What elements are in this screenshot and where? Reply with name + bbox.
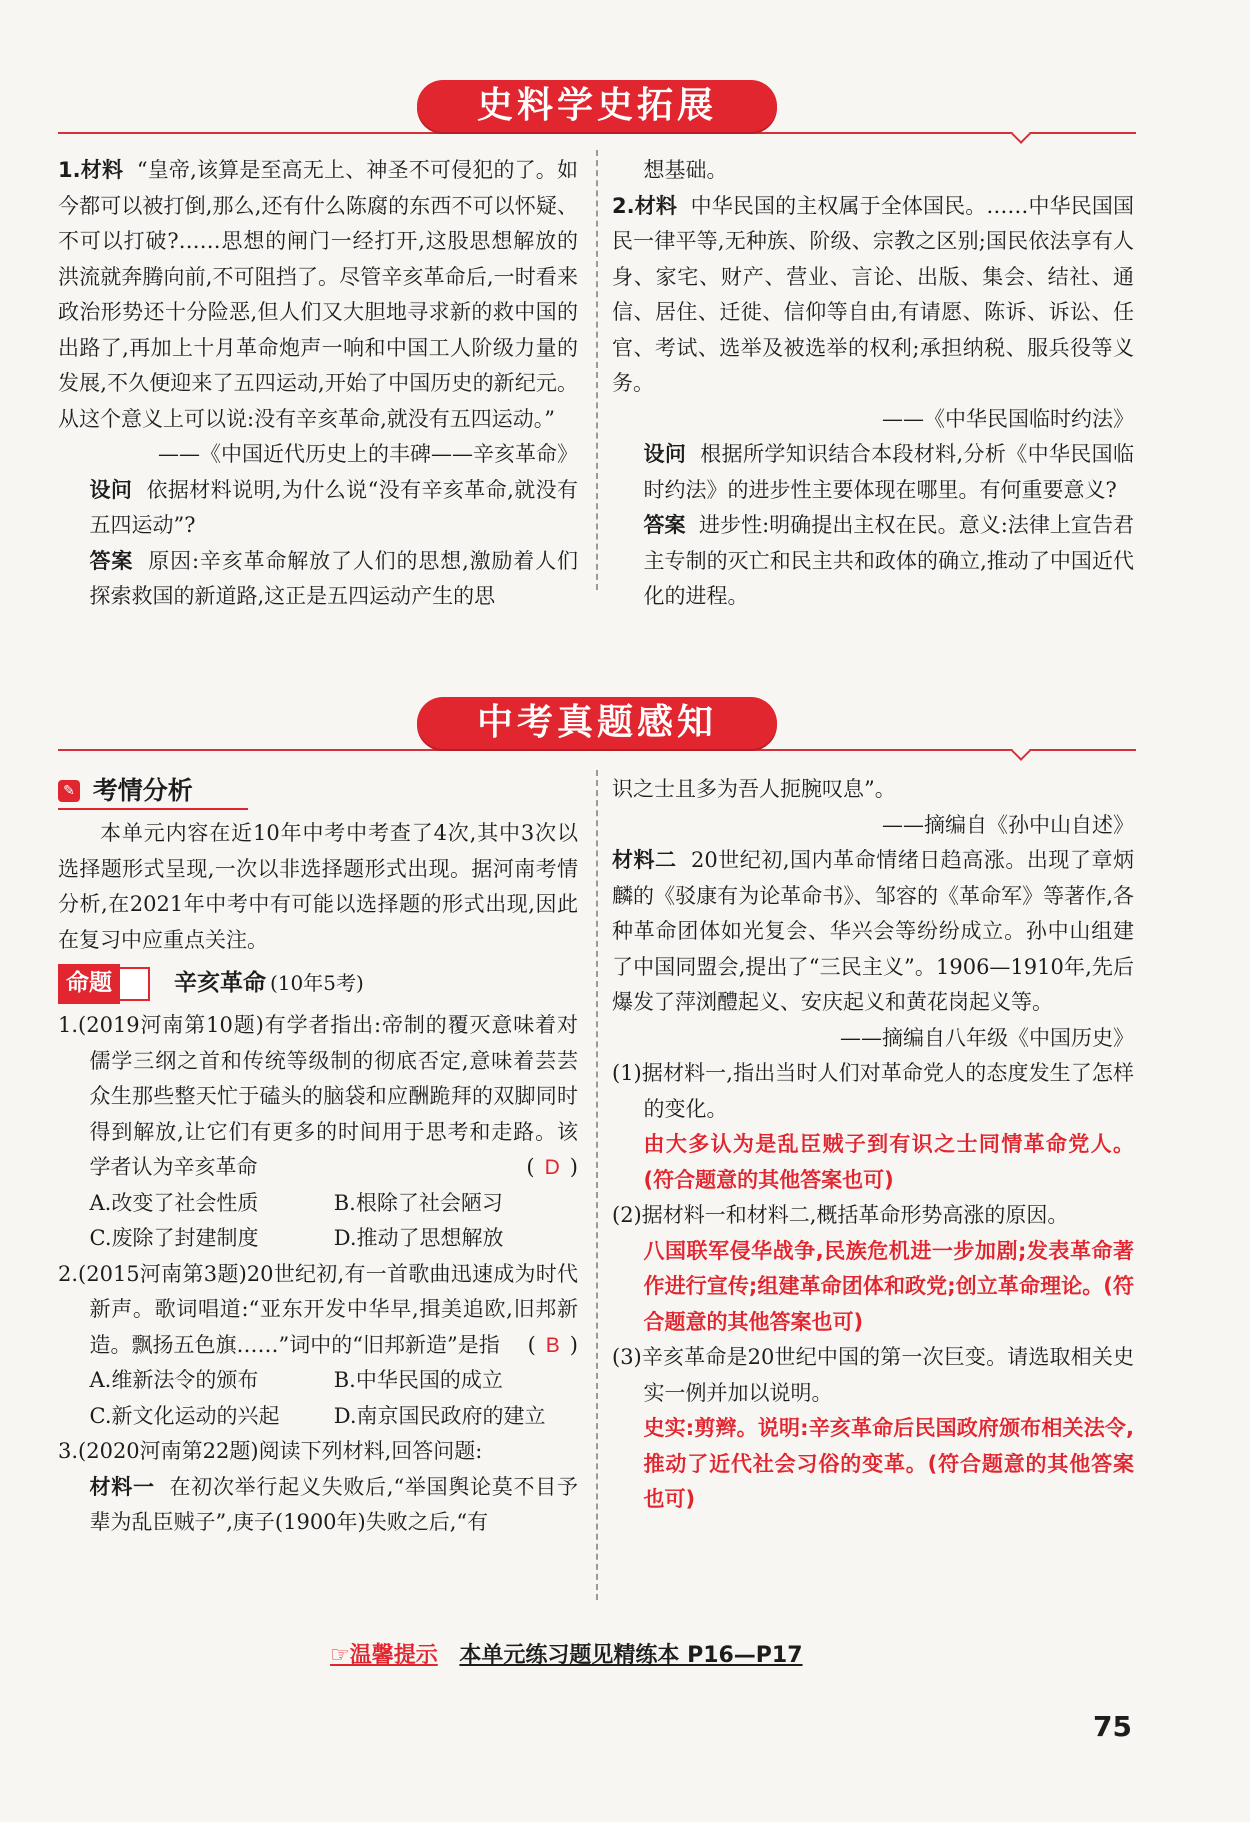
s1-q1-source: ——《中国近代历史上的丰碑——辛亥革命》 <box>158 442 578 466</box>
q3-material-2-source: ——摘编自八年级《中国历史》 <box>840 1025 1134 1050</box>
q3-sub3-question: (3)辛亥革命是20世纪中国的第一次巨变。请选取相关史实一例并加以说明。 <box>612 1345 1134 1405</box>
q3-material-1-source: ——摘编自《孙中山自述》 <box>882 812 1134 837</box>
banner-title: 中考真题感知 <box>417 697 777 749</box>
banner-rule <box>58 749 1136 751</box>
q3-sub3-answer: 史实:剪辫。说明:辛亥革命后民国政府颁布相关法令,推动了近代社会习俗的变革。(符合题意的其他答案也可) <box>643 1416 1134 1511</box>
topic-header: 命题 辛亥革命 (10年5考) <box>58 964 578 1004</box>
q2-options-row1: A.维新法令的颁布 B.中华民国的成立 <box>89 1368 503 1392</box>
section-banner-history <box>58 80 1136 142</box>
section-banner-exam <box>58 697 1136 759</box>
s1-q2-source: ——《中华民国临时约法》 <box>882 406 1134 431</box>
s1-q1-answer: 答案 原因:辛亥革命解放了人们的思想,激励着人们探索救国的新道路,这正是五四运动产生的思 <box>89 548 579 608</box>
q3-sub2-question: (2)据材料一和材料二,概括革命形势高涨的原因。 <box>612 1203 1069 1227</box>
q3-sub2-answer: 八国联军侵华战争,民族危机进一步加剧;发表革命著作进行宣传;组建革命团体和政党;创立革命理论。(符合题意的其他答案也可) <box>643 1238 1134 1334</box>
exam-q2: 2.(2015河南第3题)20世纪初,有一首歌曲迅速成为时代新声。歌词唱道:“亚东开发中华早,揖美追欧,旧邦新造。飘扬五色旗……”词中的“旧邦新造”是指 ( B ) <box>58 1257 578 1364</box>
topic-tag-box <box>120 967 150 1001</box>
q2-options-row2: C.新文化运动的兴起 D.南京国民政府的建立 <box>89 1403 546 1428</box>
warm-tip: ☞温馨提示 本单元练习题见精练本 P16—P17 <box>330 1643 803 1668</box>
s1-q1-ask: 设问 依据材料说明,为什么说“没有辛亥革命,就没有五四运动”? <box>89 477 578 537</box>
q1-answer-bracket: ( D ) <box>526 1155 578 1179</box>
exam-q3: 3.(2020河南第22题)阅读下列材料,回答问题: <box>58 1439 483 1463</box>
header-underline <box>58 808 248 810</box>
s2-right-column <box>612 772 1134 1518</box>
exam-q1: 1.(2019河南第10题)有学者指出:帝制的覆灭意味着对儒学三纲之首和传统等级制的彻底否定,意味着芸芸众生那些整天忙于磕头的脑袋和应酬跪拜的双脚同时得到解放,让它们有更多的时间用于思考和走路。该学者认为辛亥革命 ( D ) <box>58 1008 578 1186</box>
q2-answer-bracket: ( B ) <box>527 1332 578 1357</box>
s1-left-column <box>58 153 578 615</box>
s1-q1-material: 1.材料 “皇帝,该算是至高无上、神圣不可侵犯的了。如今都可以被打倒,那么,还有什么陈腐的东西不可以怀疑、不可以打破?……思想的闸门一经打开,这股思想解放的洪流就奔腾向前,不可阻挡了。尽管辛亥革命后,一时看来政治形势还十分险恶,但人们又大胆地寻求新的救中国的出路了,再加上十月革命炮声一响和中国工人阶级力量的发展,不久便迎来了五四运动,开始了中国历史的新纪元。从这个意义上可以说:没有辛亥革命,就没有五四运动。” <box>58 158 578 431</box>
exam-analysis-text: 本单元内容在近10年中考中考查了4次,其中3次以选择题形式呈现,一次以非选择题形式出现。据河南考情分析,在2021年中考中有可能以选择题的形式出现,因此在复习中应重点关注。 <box>58 821 578 952</box>
banner-notch <box>1011 124 1031 144</box>
s2-left-column <box>58 772 578 1541</box>
s1-right-column <box>612 153 1134 615</box>
column-divider-2 <box>596 770 598 1600</box>
q3-sub1-answer: 由大多认为是乱臣贼子到有识之士同情革命党人。(符合题意的其他答案也可) <box>643 1132 1134 1192</box>
q3-material-2: 材料二 20世纪初,国内革命情绪日趋高涨。出现了章炳麟的《驳康有为论革命书》、邹容的《革命军》等著作,各种革命团体如光复会、华兴会等纷纷成立。孙中山组建了中国同盟会,提出了“三民主义”。1906—1910年,先后爆发了萍浏醴起义、安庆起义和黄花岗起义等。 <box>612 848 1134 1014</box>
q3-material-1-cont: 识之士且多为吾人扼腕叹息”。 <box>612 777 896 801</box>
banner-rule <box>58 132 1136 134</box>
pencil-icon: ✎ <box>58 780 80 802</box>
page-number: 75 <box>1093 1710 1132 1743</box>
q1-options-row1: A.改变了社会性质 B.根除了社会陋习 <box>89 1190 503 1215</box>
exam-analysis-header: ✎ 考情分析 <box>58 772 578 812</box>
s1-q2-answer: 答案 进步性:明确提出主权在民。意义:法律上宣告君主专制的灭亡和民主共和政体的确立,推动了中国近代化的进程。 <box>643 513 1135 608</box>
q1-options-row2: C.废除了封建制度 D.推动了思想解放 <box>89 1226 504 1250</box>
s1-q2-material: 2.材料 中华民国的主权属于全体国民。……中华民国国民一律平等,无种族、阶级、宗教之区别;国民依法享有人身、家宅、财产、营业、言论、出版、集会、结社、通信、居住、迁徙、信仰等自由,有请愿、陈诉、诉讼、任官、考试、选举及被选举的权利;承担纳税、服兵役等义务。 <box>612 193 1135 395</box>
s1-q2-ask: 设问 根据所学知识结合本段材料,分析《中华民国临时约法》的进步性主要体现在哪里。有何重要意义? <box>643 442 1134 502</box>
s1-q1-answer-cont: 想基础。 <box>643 158 728 182</box>
q3-material-1: 材料一 在初次举行起义失败后,“举国舆论莫不目予辈为乱臣贼子”,庚子(1900年)失败之后,“有 <box>89 1474 578 1534</box>
column-divider-1 <box>596 150 598 590</box>
q3-sub1-question: (1)据材料一,指出当时人们对革命党人的态度发生了怎样的变化。 <box>612 1061 1134 1121</box>
banner-notch <box>1011 741 1031 761</box>
banner-title: 史料学史拓展 <box>417 80 777 132</box>
